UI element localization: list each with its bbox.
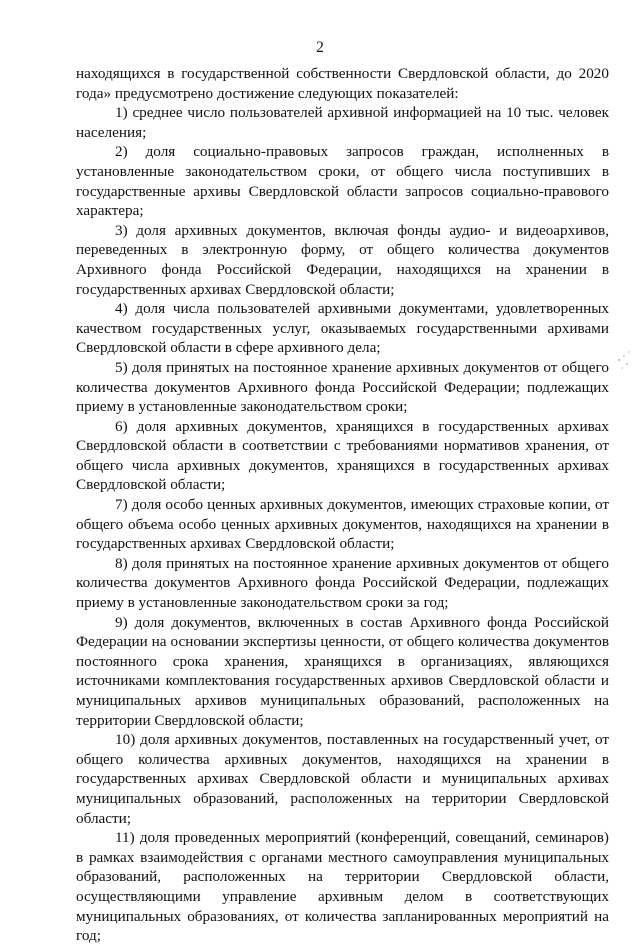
- indicator-11: 11) доля проведенных мероприятий (конференций, совещаний, семинаров) в рамках взаимодействия с органами местного самоуправления муниципальных образований, расположенных на территории Свердловской области, осуществляющими управление архивным делом в соответствующих муниципальных образованиях, от количества запланированных мероприятий на год;: [76, 829, 609, 945]
- indicator-5: 5) доля принятых на постоянное хранение архивных документов от общего количества документов Архивного фонда Российской Федерации; подлежащих приему в установленные законодательством сроки;: [76, 358, 609, 416]
- intro-paragraph: находящихся в государственной собственности Свердловской области, до 2020 года» предусмотрено достижение следующих показателей:: [76, 65, 609, 102]
- indicator-1: 1) среднее число пользователей архивной информацией на 10 тыс. человек населения;: [76, 104, 609, 141]
- indicator-10: 10) доля архивных документов, поставленных на государственный учет, от общего количества архивных документов, находящихся на хранении в государственных архивах Свердловской области и муниципальных архивах муниципальных образований, расположенных на территории Свердловской области;: [76, 731, 609, 827]
- indicator-4: 4) доля числа пользователей архивными документами, удовлетворенных качеством государственных услуг, оказываемых государственными архивами Свердловской области в сфере архивного дела;: [76, 300, 609, 357]
- indicator-6: 6) доля архивных документов, хранящихся в государственных архивах Свердловской области в соответствии с требованиями нормативов хранения, от общего числа архивных документов, хранящихся в государственных архивах Свердловской области;: [76, 417, 609, 494]
- indicator-2: 2) доля социально-правовых запросов граждан, исполненных в установленные законодательством сроки, от общего числа поступивших в государственные архивы Свердловской области запросов социально-правового характера;: [76, 143, 609, 220]
- indicator-9: 9) доля документов, включенных в состав Архивного фонда Российской Федерации на основании экспертизы ценности, от общего количества документов постоянного срока хранения, хранящихся в организациях, являющихся источниками комплектования государственных архивов Свердловской области и муниципальных архивов муниципальных образований, расположенных на территории Свердловской области;: [76, 613, 609, 729]
- indicator-7: 7) доля особо ценных архивных документов, имеющих страховые копии, от общего объема особо ценных архивных документов, находящихся на хранении в государственных архивах Свердловской области;: [76, 496, 609, 553]
- scan-speck: [615, 346, 633, 376]
- indicator-8: 8) доля принятых на постоянное хранение архивных документов от общего количества документов Архивного фонда Российской Федерации, подлежащих приему в установленные законодательством сроки за год;: [76, 554, 609, 612]
- document-body: [76, 64, 609, 946]
- indicator-3: 3) доля архивных документов, включая фонды аудио- и видеоархивов, переведенных в электронную форму, от общего количества документов Архивного фонда Российской Федерации, находящихся на хранении в государственных архивах Свердловской области;: [76, 221, 609, 298]
- page-number: 2: [316, 39, 324, 56]
